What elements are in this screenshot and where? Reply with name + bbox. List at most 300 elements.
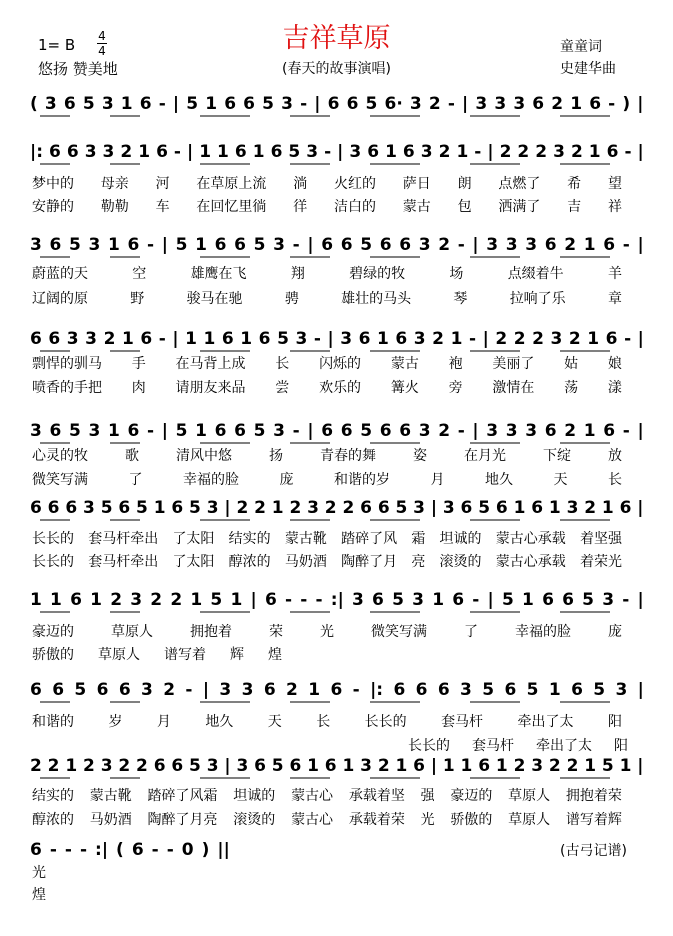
note: 2 [513, 329, 526, 349]
lyric-word: 幸福的脸 [183, 472, 239, 488]
note: - [300, 94, 308, 114]
note: - [352, 680, 360, 700]
note: 6 [66, 142, 79, 162]
note: 5 [82, 94, 95, 114]
note: 2 [495, 329, 508, 349]
lyric-word: 光 [320, 624, 334, 640]
note: 3 [460, 680, 472, 700]
note: 5 [601, 756, 614, 776]
lyric-word: 蒙古靴 [284, 531, 327, 547]
lyric-word: 姿 [413, 448, 427, 464]
lyric-word: 踏碎了风霜 [147, 788, 218, 804]
note: - [474, 142, 482, 162]
barline: | [637, 329, 644, 349]
note: - [472, 590, 480, 610]
lyric-word: 套马杆牵出 [88, 554, 159, 570]
barline: | [161, 235, 168, 255]
note: 6 [264, 590, 277, 610]
note: 6 [478, 756, 491, 776]
song-subtitle: (春天的故事演唱) [282, 61, 391, 77]
note: 2 [377, 756, 390, 776]
note: 0 [181, 840, 194, 860]
lyric-word: 洁白的 [333, 199, 376, 215]
note: 5 [395, 498, 408, 518]
note: 6 [30, 498, 42, 518]
note: 1 [121, 329, 134, 349]
lyric-word: 滚烫的 [439, 554, 482, 570]
note: 3 [349, 142, 362, 162]
lyric-word: 车 [155, 199, 170, 215]
note: 5 [100, 498, 113, 518]
note: - [292, 421, 300, 441]
note: 1 [65, 756, 78, 776]
note: 2 [170, 590, 183, 610]
lyric-word: 微笑写满 [32, 472, 88, 488]
note: 3 [352, 590, 364, 610]
note: 5 [210, 590, 223, 610]
note: ) [201, 840, 210, 860]
lyric-word: 点缀着牛 [507, 266, 564, 282]
note: - [158, 94, 166, 114]
note: 5 [365, 94, 378, 114]
note: 6 [372, 590, 384, 610]
note: 5 [253, 421, 266, 441]
barline: | [307, 235, 314, 255]
lyric-word: 袍 [448, 356, 463, 372]
lyric-word: 天 [267, 714, 282, 730]
song-title: 吉祥草原 [282, 23, 391, 54]
barline: | [430, 756, 438, 776]
lyric-word: 梦中的 [32, 176, 74, 192]
note: 6 [571, 680, 583, 700]
lyric-row-9-verse-2 [32, 808, 622, 830]
note: 5 [277, 329, 289, 349]
lyric-word: 野 [130, 291, 145, 307]
note: 1 [120, 94, 133, 114]
note: 6 [330, 680, 343, 700]
note: - [622, 590, 630, 610]
ending-lyric-1: 光 [32, 865, 46, 881]
lyric-word: 豪迈的 [450, 788, 493, 804]
lyric-word: 下绽 [543, 448, 571, 464]
lyric-word: 套马杆牵出 [88, 531, 159, 547]
lyric-word: 长长的 [408, 738, 450, 754]
barline: | [224, 498, 231, 518]
note: 6 [171, 756, 184, 776]
note: 1 [50, 590, 62, 610]
barline: | [637, 680, 644, 700]
lyric-word: 和谐的 [32, 714, 74, 730]
lyric-word: 空 [132, 266, 147, 282]
note: 6 [52, 680, 65, 700]
note: 6 [562, 590, 574, 610]
note: 1 [90, 590, 102, 610]
lyric-word: 安静的 [32, 199, 74, 215]
note: 1 [385, 142, 397, 162]
note: 3 [88, 235, 101, 255]
note: 3 [442, 498, 455, 518]
music-row-1 [30, 90, 644, 118]
lyric-row-3-verse-1 [32, 262, 622, 284]
lyric-word: 亮 [411, 554, 426, 570]
barline: | [487, 590, 494, 610]
lyric-word: 了太阳 [172, 554, 215, 570]
lyric-word: 章 [607, 291, 622, 307]
lyric-word: 草原人 [111, 624, 153, 640]
note: 6 [393, 680, 406, 700]
note: - [608, 94, 616, 114]
note: 3 [418, 421, 431, 441]
barline: | [637, 142, 644, 162]
lyric-word: 场 [449, 266, 464, 282]
note: 2 [570, 142, 583, 162]
barline: | [327, 329, 334, 349]
note: 6 [321, 421, 334, 441]
lyric-word: 荣 [269, 624, 283, 640]
note: 6 [234, 142, 247, 162]
lyric-word: 着坚强 [579, 531, 622, 547]
note: 2 [517, 142, 530, 162]
note: 6 [30, 680, 42, 700]
note: 6 [379, 421, 392, 441]
note: - [147, 421, 155, 441]
note: - [173, 142, 181, 162]
note: 6 [358, 329, 371, 349]
note: - [49, 840, 57, 860]
lyric-word: 了 [128, 472, 143, 488]
barline: | [462, 94, 469, 114]
lyric-word: 长 [608, 472, 622, 488]
note: 2 [564, 235, 577, 255]
lyric-row-5-verse-2 [32, 468, 622, 490]
note: 6 [324, 756, 337, 776]
lyric-word: 旁 [448, 380, 463, 396]
note: 6 [49, 421, 62, 441]
lyric-word: 幸福的脸 [515, 624, 571, 640]
note: 6 [399, 235, 412, 255]
note: 3 [295, 329, 308, 349]
note: 2 [499, 142, 512, 162]
note: 3 [30, 421, 42, 441]
barline: | [250, 590, 257, 610]
note: 5 [74, 680, 87, 700]
note: 1 [217, 142, 229, 162]
lyric-word: 光 [420, 812, 435, 828]
note: 1 [271, 498, 284, 518]
note: 2 [568, 329, 581, 349]
note: 3 [475, 94, 488, 114]
note: 3 [241, 680, 254, 700]
lyric-word: 岁 [108, 714, 123, 730]
note: 6 [531, 498, 544, 518]
barline: | [224, 756, 231, 776]
note: 3 [206, 498, 219, 518]
note: 6 [243, 94, 255, 114]
lyric-word: 结实的 [228, 531, 271, 547]
note: 3 [101, 94, 114, 114]
note: 3 [550, 329, 563, 349]
lyric-word: 美丽了 [492, 356, 535, 372]
note: 1 [395, 756, 408, 776]
lyric-word: 滚烫的 [233, 812, 276, 828]
lyric-word: 朗 [457, 176, 472, 192]
note: 2 [564, 421, 577, 441]
lyricist: 童童词 [560, 39, 602, 55]
note: 2 [136, 756, 148, 776]
lyric-word: 套马杆 [472, 738, 514, 754]
lyric-word: 雄壮的马头 [341, 291, 412, 307]
note: 1 [548, 680, 561, 700]
note: 3 [141, 680, 153, 700]
note: 5 [593, 680, 606, 700]
note: 3 [273, 235, 285, 255]
note: - [147, 235, 155, 255]
note: 2 [513, 756, 526, 776]
lyric-word: 马奶酒 [284, 554, 327, 570]
note: 1 [377, 329, 389, 349]
note: - [624, 142, 632, 162]
lyric-word: 勒勒 [100, 199, 129, 215]
lyric-word: 荡 [564, 380, 579, 396]
lyric-word: 拥抱着荣 [565, 788, 622, 804]
note: 5 [526, 680, 539, 700]
barline: | [307, 421, 314, 441]
lyric-row-8-verse-1 [32, 710, 622, 732]
lyric-word: 淌 [293, 176, 308, 192]
lyric-word: 手 [131, 356, 146, 372]
note: - [447, 94, 455, 114]
note: 6 [63, 94, 76, 114]
lyric-row-7-verse-1 [32, 620, 622, 642]
note: 6 [214, 421, 227, 441]
lyric-word: 翔 [290, 266, 305, 282]
lyric-word: 萨日 [402, 176, 431, 192]
lyric-word: 牵出了太 [536, 738, 592, 754]
note: 1 [522, 590, 534, 610]
lyric-word: 徉 [293, 199, 308, 215]
lyric-row-4-verse-2 [32, 376, 622, 398]
note: 6 [140, 329, 153, 349]
lyric-row-7-verse-2 [32, 643, 282, 665]
note: - [622, 421, 630, 441]
note: - [64, 840, 72, 860]
note: 6 [131, 840, 144, 860]
lyric-word: 在回忆里徜 [196, 199, 267, 215]
lyric-word: 天 [553, 472, 568, 488]
note: 1 [495, 756, 508, 776]
note: 6 [96, 680, 109, 700]
note: 5 [262, 94, 274, 114]
lyric-word: 闪烁的 [319, 356, 362, 372]
note: 5 [501, 590, 514, 610]
note: 6 [340, 235, 353, 255]
lyric-word: 拉响了乐 [509, 291, 566, 307]
note: 5 [69, 421, 81, 441]
lyric-word: 蒙古心承载 [495, 554, 566, 570]
note: 2 [584, 498, 597, 518]
lyric-word: 琴 [453, 291, 468, 307]
note: 6 [413, 756, 425, 776]
note: 2 [535, 142, 548, 162]
note: 1 [153, 498, 166, 518]
note: 3 [130, 590, 143, 610]
note: 3 [84, 142, 97, 162]
note: 1 [450, 329, 463, 349]
note: 3 [219, 680, 232, 700]
lyric-word: 羊 [607, 266, 622, 282]
barline: | [637, 421, 644, 441]
note: 3 [360, 756, 372, 776]
lyric-word: 碧绿的牧 [349, 266, 406, 282]
lyric-word: 牵出了太 [517, 714, 574, 730]
note: 6 [254, 756, 266, 776]
note: 3 [413, 329, 426, 349]
note: 3 [412, 590, 424, 610]
note: 6 [544, 235, 557, 255]
note: - [185, 680, 193, 700]
lyric-word: 骋 [284, 291, 299, 307]
note: 5 [360, 421, 373, 441]
note: 6 [605, 329, 618, 349]
lyric-word: 月 [430, 472, 445, 488]
music-row-7 [30, 586, 644, 614]
key-signature: 1= B [38, 36, 76, 54]
note: 1 [587, 329, 600, 349]
lyric-word: 着荣光 [579, 554, 622, 570]
note: 2 [236, 498, 249, 518]
barline: | [472, 421, 479, 441]
lyric-word: 蒙古心承载 [495, 531, 566, 547]
note: 1 [190, 590, 203, 610]
lyric-word: 长长的 [32, 531, 74, 547]
lyric-word: 清风中悠 [176, 448, 232, 464]
note: 3 [553, 142, 565, 162]
lyric-word: 草原人 [508, 812, 551, 828]
note: 2 [120, 142, 133, 162]
music-row-8 [30, 676, 644, 704]
note: 2 [532, 329, 544, 349]
note: 1 [432, 590, 445, 610]
barline: | [637, 235, 644, 255]
note: 3 [486, 421, 499, 441]
note: - [468, 329, 477, 349]
lyric-word: 阳 [607, 714, 622, 730]
note: 3 [44, 94, 57, 114]
lyric-word: 包 [457, 199, 472, 215]
lyric-row-2-verse-1 [32, 172, 622, 194]
note: - [284, 590, 293, 610]
barline: | [186, 142, 194, 162]
lyric-word: 和谐的岁 [334, 472, 390, 488]
barline: || [217, 840, 230, 860]
lyric-word: 煌 [268, 647, 282, 663]
lyric-word: 姑 [564, 356, 579, 372]
note: - [151, 840, 159, 860]
lyric-word: 在月光 [464, 448, 506, 464]
lyric-word: 陶醉了月 [341, 554, 398, 570]
music-row-3 [30, 231, 644, 259]
note: 6 [542, 590, 554, 610]
lyric-word: 辽阔的原 [32, 291, 88, 307]
note: 2 [432, 329, 445, 349]
note: 6 [270, 142, 283, 162]
lyric-word: 庞 [279, 472, 294, 488]
barline: | [430, 498, 438, 518]
lyric-word: 结实的 [32, 788, 74, 804]
lyric-word: 长长的 [32, 554, 74, 570]
note: 3 [102, 142, 115, 162]
note: 5 [69, 235, 81, 255]
barline: | [487, 142, 494, 162]
note: 1 [601, 498, 614, 518]
note: - [79, 840, 88, 860]
lyric-word: 漾 [607, 380, 622, 396]
lyric-word: 长 [316, 714, 331, 730]
barline: | [637, 590, 644, 610]
note: - [158, 329, 166, 349]
note: 3 [206, 756, 219, 776]
lyric-word: 了 [464, 624, 478, 640]
note: 6 [234, 235, 246, 255]
lyric-word: 雄鹰在飞 [190, 266, 247, 282]
barline: :| [330, 590, 344, 610]
lyric-word: 蒙古心 [291, 788, 334, 804]
note: 6 [127, 421, 140, 441]
note: 6 [214, 235, 227, 255]
music-row-5 [30, 417, 644, 445]
note: 3 [85, 329, 98, 349]
lyric-row-5-verse-1 [32, 444, 622, 466]
lyric-word: 陶醉了月亮 [147, 812, 218, 828]
note: 3 [486, 235, 499, 255]
lyric-word: 火红的 [333, 176, 376, 192]
note: - [313, 329, 321, 349]
note: - [457, 235, 465, 255]
lyric-word: 微笑写满 [371, 624, 427, 640]
note: 6 [437, 680, 450, 700]
note: 6 [234, 421, 246, 441]
note: 5 [360, 235, 373, 255]
note: 6 [379, 235, 392, 255]
note: 2 [83, 756, 95, 776]
note: 2 [110, 590, 123, 610]
music-row-9 [30, 752, 644, 780]
note: 6 [399, 421, 412, 441]
barline: |: [30, 142, 44, 162]
note: - [300, 590, 308, 610]
note: 1 [588, 142, 601, 162]
note: 6 [377, 498, 390, 518]
note: 1 [619, 756, 632, 776]
lyric-word: 心灵的牧 [32, 448, 88, 464]
barline: |: [370, 680, 384, 700]
music-row-6 [30, 494, 644, 522]
note: 1 [584, 756, 597, 776]
note: 2 [254, 498, 266, 518]
lyric-word: 强 [420, 788, 435, 804]
note: 3 [418, 235, 431, 255]
lyric-word: 辉 [230, 647, 244, 663]
note: 6 [395, 329, 408, 349]
note: 6 [452, 590, 465, 610]
note: 6 [340, 421, 353, 441]
lyric-word: 祥 [607, 199, 622, 215]
note: 2 [551, 94, 564, 114]
barline: | [202, 680, 210, 700]
lyric-word: 拥抱着 [190, 624, 232, 640]
note: 3 [306, 142, 319, 162]
note: 6 [603, 421, 616, 441]
